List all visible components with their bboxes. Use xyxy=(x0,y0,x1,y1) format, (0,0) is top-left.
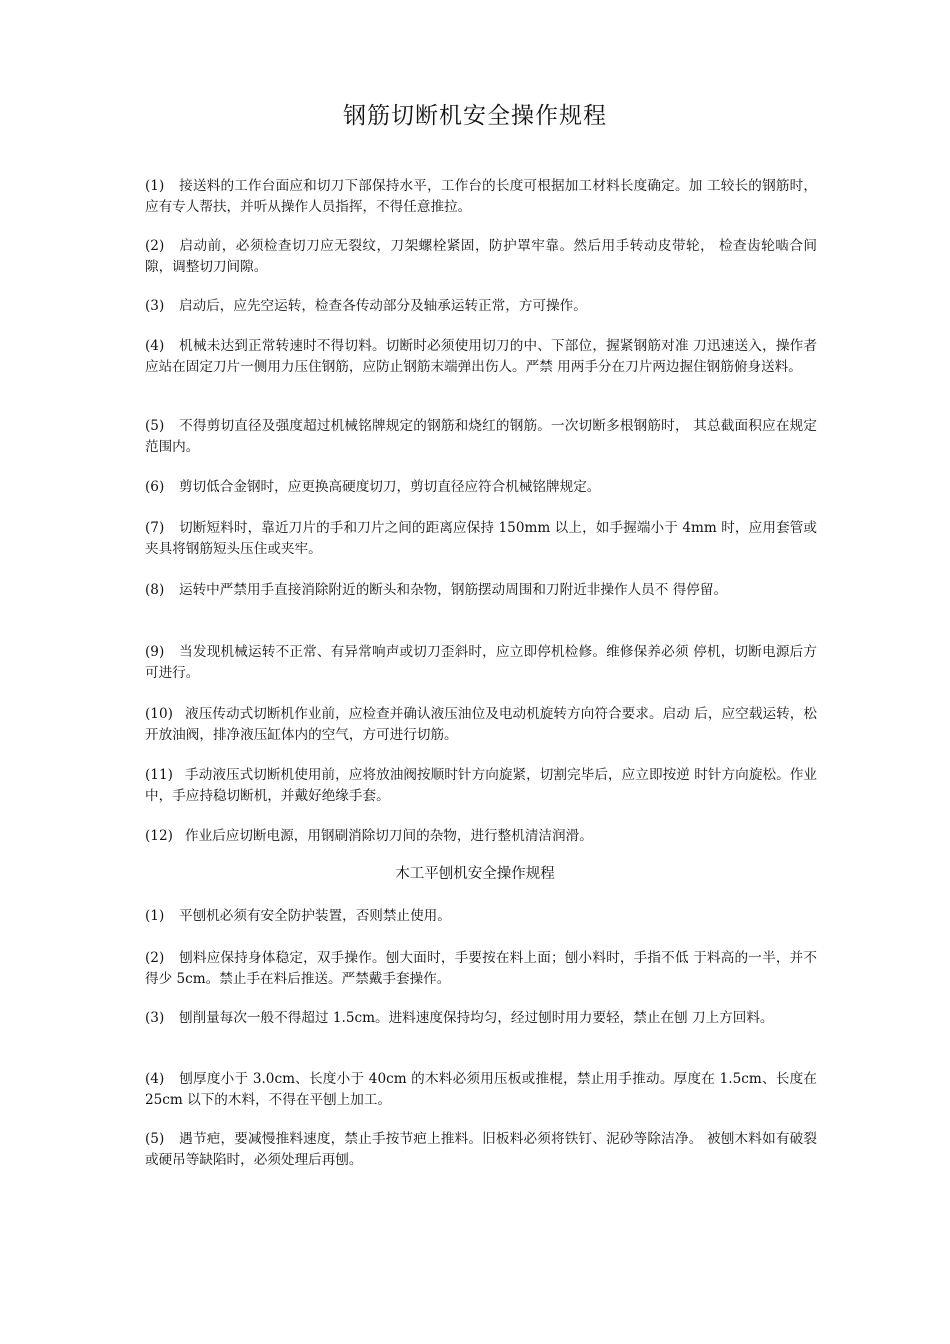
item-text: 切断短料时，靠近刀片的手和刀片之间的距离应保持 150mm 以上，如手握端小于 4mm 时，应用套管或夹具将钢筋短头压住或夹牢。 xyxy=(145,520,817,557)
paragraph-item xyxy=(145,765,817,806)
item-text: 剪切低合金钢时，应更换高硬度切刀，剪切直径应符合机械铭牌规定。 xyxy=(179,479,601,495)
item-text: 接送料的工作台面应和切刀下部保持水平，工作台的长度可根据加工材料长度确定。加 工较长的钢筋时，应有专人帮扶，并听从操作人员指挥，不得任意推拉。 xyxy=(145,178,817,215)
item-text: 运转中严禁用手直接消除附近的断头和杂物，钢筋摆动周围和刀附近非操作人员不 得停留。 xyxy=(179,582,728,598)
item-number: (12) xyxy=(145,828,173,844)
item-number: (4) xyxy=(145,338,165,354)
item-text: 作业后应切断电源，用钢刷消除切刀间的杂物，进行整机清洁润滑。 xyxy=(185,828,593,844)
item-text: 当发现机械运转不正常、有异常响声或切刀歪斜时，应立即停机检修。维修保养必须 停机，切断电源后方可进行。 xyxy=(145,644,817,681)
item-number: (9) xyxy=(145,644,165,660)
paragraph-item xyxy=(145,906,817,927)
item-number: (4) xyxy=(145,1071,165,1087)
item-text: 机械未达到正常转速时不得切料。切断时必须使用切刀的中、下部位，握紧钢筋对准 刀迅速送入，操作者应站在固定刀片一侧用力压住钢筋，应防止钢筋末端弹出伤人。严禁 用两手分在刀片两边握住钢筋俯身送料。 xyxy=(145,338,817,375)
paragraph-item xyxy=(145,176,817,217)
item-number: (2) xyxy=(145,950,165,966)
item-text: 刨厚度小于 3.0cm、长度小于 40cm 的木料必须用压板或推棍，禁止用手推动。厚度在 1.5cm、长度在 25cm 以下的木料，不得在平刨上加工。 xyxy=(145,1071,817,1108)
item-text: 手动液压式切断机使用前，应将放油阀按顺时针方向旋紧，切割完毕后，应立即按逆 时针方向旋松。作业中，手应持稳切断机，并戴好绝缘手套。 xyxy=(145,767,817,804)
document-title: 钢筋切断机安全操作规程 xyxy=(343,103,607,129)
item-number: (7) xyxy=(145,520,165,536)
item-text: 刨削量每次一般不得超过 1.5cm。进料速度保持均匀，经过刨时用力要轻，禁止在刨 刀上方回料。 xyxy=(179,1010,774,1026)
paragraph-item xyxy=(145,826,817,847)
paragraph-item xyxy=(145,580,817,601)
paragraph-item xyxy=(145,1129,817,1170)
item-number: (1) xyxy=(145,908,165,924)
item-text: 刨料应保持身体稳定，双手操作。刨大面时，手要按在料上面；刨小料时，手指不低 于料高的一半，并不得少 5cm。禁止手在料后推送。严禁戴手套操作。 xyxy=(145,950,817,987)
item-number: (8) xyxy=(145,582,165,598)
item-number: (2) xyxy=(145,238,165,254)
item-number: (6) xyxy=(145,479,165,495)
item-number: (5) xyxy=(145,1131,165,1147)
item-text: 启动前，必须检查切刀应无裂纹，刀架螺栓紧固，防护罩牢靠。然后用手转动皮带轮， 检查齿轮啮合间隙，调整切刀间隙。 xyxy=(145,238,817,275)
paragraph-item xyxy=(145,704,817,745)
item-number: (5) xyxy=(145,418,165,434)
paragraph-item xyxy=(145,477,817,498)
item-number: (3) xyxy=(145,1010,165,1026)
item-number: (11) xyxy=(145,767,173,783)
paragraph-item xyxy=(145,296,817,317)
item-text: 液压传动式切断机作业前，应检查并确认液压油位及电动机旋转方向符合要求。启动 后，应空载运转，松开放油阀，排净液压缸体内的空气，方可进行切筋。 xyxy=(145,706,817,743)
item-text: 遇节疤，要减慢推料速度，禁止手按节疤上推料。旧板料必须将铁钉、泥砂等除洁净。 被刨木料如有破裂或硬吊等缺陷时，必须处理后再刨。 xyxy=(145,1131,817,1168)
paragraph-item xyxy=(145,1008,817,1029)
paragraph-item xyxy=(145,948,817,989)
paragraph-item xyxy=(145,518,817,559)
paragraph-item xyxy=(145,236,817,277)
paragraph-item xyxy=(145,336,817,377)
item-text: 不得剪切直径及强度超过机械铭牌规定的钢筋和烧红的钢筋。一次切断多根钢筋时， 其总截面积应在规定范围内。 xyxy=(145,418,817,455)
item-number: (10) xyxy=(145,706,173,722)
item-number: (3) xyxy=(145,298,165,314)
item-number: (1) xyxy=(145,178,165,194)
item-text: 平刨机必须有安全防护装置，否则禁止使用。 xyxy=(179,908,451,924)
paragraph-item xyxy=(145,642,817,683)
section-title: 木工平刨机安全操作规程 xyxy=(395,866,555,882)
paragraph-item xyxy=(145,1069,817,1110)
item-text: 启动后，应先空运转，检查各传动部分及轴承运转正常，方可操作。 xyxy=(179,298,587,314)
paragraph-item xyxy=(145,416,817,457)
